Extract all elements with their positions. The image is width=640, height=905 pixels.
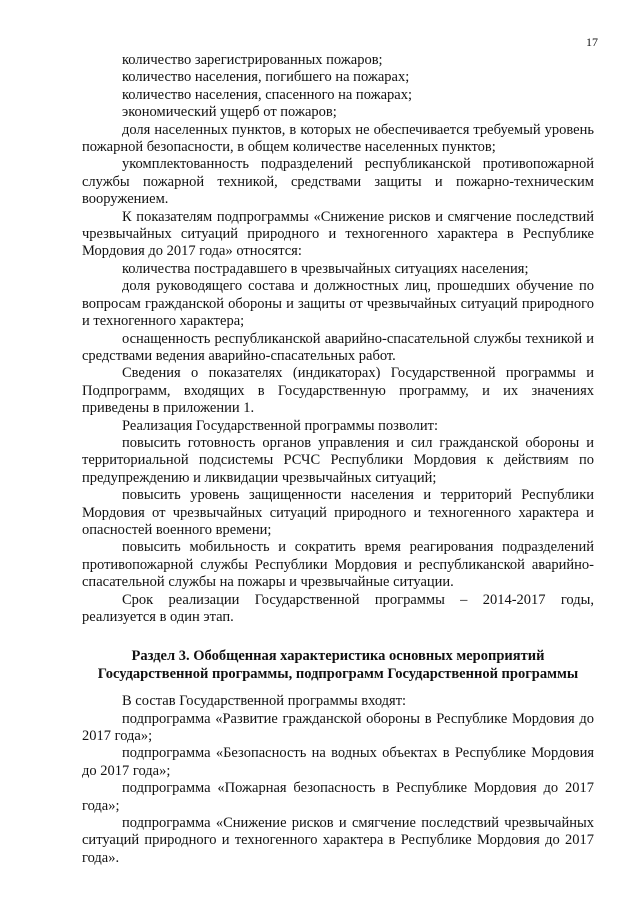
paragraph: доля населенных пунктов, в которых не обеспечивается требуемый уровень пожарной безопасности, в общем количестве населенных пунктов; [82, 121, 594, 156]
paragraph: повысить мобильность и сократить время реагирования подразделений противопожарной службы Республики Мордовия и республиканской аварийно-спасательной службы на пожары и чрезвычайные ситуации. [82, 539, 594, 591]
page-number: 17 [586, 35, 598, 49]
paragraph: количество населения, спасенного на пожарах; [122, 86, 412, 103]
section-heading [82, 648, 594, 683]
paragraph: доля руководящего состава и должностных лиц, прошедших обучение по вопросам гражданской обороны и защиты от чрезвычайных ситуаций природного и техногенного характера; [82, 278, 594, 330]
paragraph: Реализация Государственной программы позволит: [122, 417, 439, 434]
paragraph: К показателям подпрограммы «Снижение рисков и смягчение последствий чрезвычайных ситуаций природного и техногенного характера в Республике Мордовия до 2017 года» относятся: [82, 208, 594, 260]
paragraph: подпрограмма «Пожарная безопасность в Республике Мордовия до 2017 года»; [82, 780, 594, 814]
paragraph: оснащенность республиканской аварийно-спасательной службы техникой и средствами ведения аварийно-спасательных работ. [82, 330, 594, 364]
paragraph: В состав Государственной программы входят: [122, 693, 407, 710]
paragraph: повысить уровень защищенности населения и территорий Республики Мордовия от чрезвычайных ситуаций природного и техногенного характера и опасностей военного времени; [82, 487, 594, 538]
paragraph: количество населения, погибшего на пожарах; [122, 69, 410, 86]
paragraph: экономический ущерб от пожаров; [122, 104, 337, 121]
paragraph: укомплектованность подразделений республиканской противопожарной службы пожарной техникой, средствами защиты и пожарно-техническим вооружением. [82, 156, 594, 208]
paragraph: подпрограмма «Снижение рисков и смягчение последствий чрезвычайных ситуаций природного и техногенного характера в Республике Мордовия до 2017 года». [82, 815, 594, 866]
paragraph: подпрограмма «Развитие гражданской обороны в Республике Мордовия до 2017 года»; [82, 710, 594, 745]
body-text [82, 52, 594, 867]
paragraph: подпрограмма «Безопасность на водных объектах в Республике Мордовия до 2017 года»; [82, 745, 594, 779]
paragraph: количества пострадавшего в чрезвычайных ситуациях населения; [122, 260, 529, 277]
section-heading-line: Раздел 3. Обобщенная характеристика основных мероприятий [131, 648, 545, 665]
paragraph: Срок реализации Государственной программы – 2014-2017 годы, реализуется в один этап. [82, 591, 594, 625]
section-heading-line: Государственной программы, подпрограмм Государственной программы [97, 665, 579, 682]
paragraph: Сведения о показателях (индикаторах) Государственной программы и Подпрограмм, входящих в Государственную программу, и их значениях приведены в приложении 1. [82, 365, 594, 417]
paragraph: повысить готовность органов управления и сил гражданской обороны и территориальной подсистемы РСЧС Республики Мордовия к действиям по предупреждению и ликвидации чрезвычайных ситуаций; [82, 434, 594, 486]
paragraph: количество зарегистрированных пожаров; [122, 52, 383, 68]
